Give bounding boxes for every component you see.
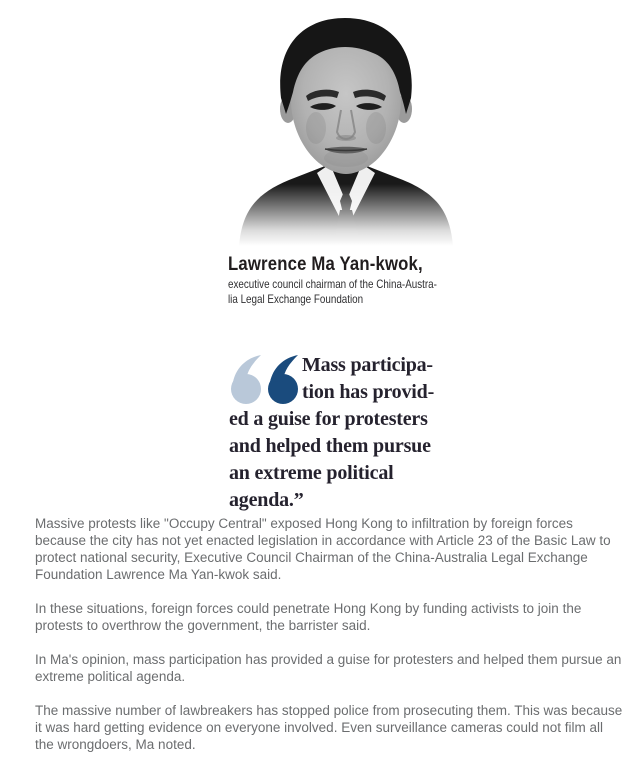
article-body (35, 515, 623, 760)
paragraph-4: The massive number of lawbreakers has stopped police from prosecuting them. This was because it was hard getting evidence on everyone involved. Even surveillance cameras could not film all the wrongdoers, Ma noted. (35, 703, 623, 752)
caption-role-line-2: lia Legal Exchange Foundation (228, 292, 364, 306)
quote-line: agenda.” (229, 489, 304, 511)
quote-line: and helped them pursue (229, 435, 431, 457)
caption-role-line-1: executive council chairman of the China-Austra- (228, 277, 437, 291)
caption-name: Lawrence Ma Yan-kwok, (228, 254, 423, 275)
paragraph-3: In Ma's opinion, mass participation has provided a guise for protesters and helped them pursue an extreme political agenda. (35, 652, 622, 684)
portrait-photo-image (237, 8, 455, 246)
quote-line: ed a guise for protesters (229, 408, 428, 430)
quote-marks-icon (229, 355, 300, 405)
pull-quote (229, 352, 444, 514)
paragraph-1: Massive protests like "Occupy Central" exposed Hong Kong to infiltration by foreign forces because the city has not yet enacted legislation in accordance with Article 23 of the Basic Law to protect national security, Executive Council Chairman of the China-Australia Legal Exchange Foundation Lawrence Ma Yan-kwok said. (35, 516, 611, 582)
portrait-photo (237, 8, 455, 246)
quote-line: tion has provid- (302, 381, 435, 403)
caption-role (228, 277, 437, 307)
paragraph-2: In these situations, foreign forces could penetrate Hong Kong by funding activists to join the protests to overthrow the government, the barrister said. (35, 601, 582, 633)
quote-line: Mass participa- (302, 354, 433, 376)
quote-line: an extreme political (229, 462, 394, 484)
photo-caption (228, 254, 468, 307)
